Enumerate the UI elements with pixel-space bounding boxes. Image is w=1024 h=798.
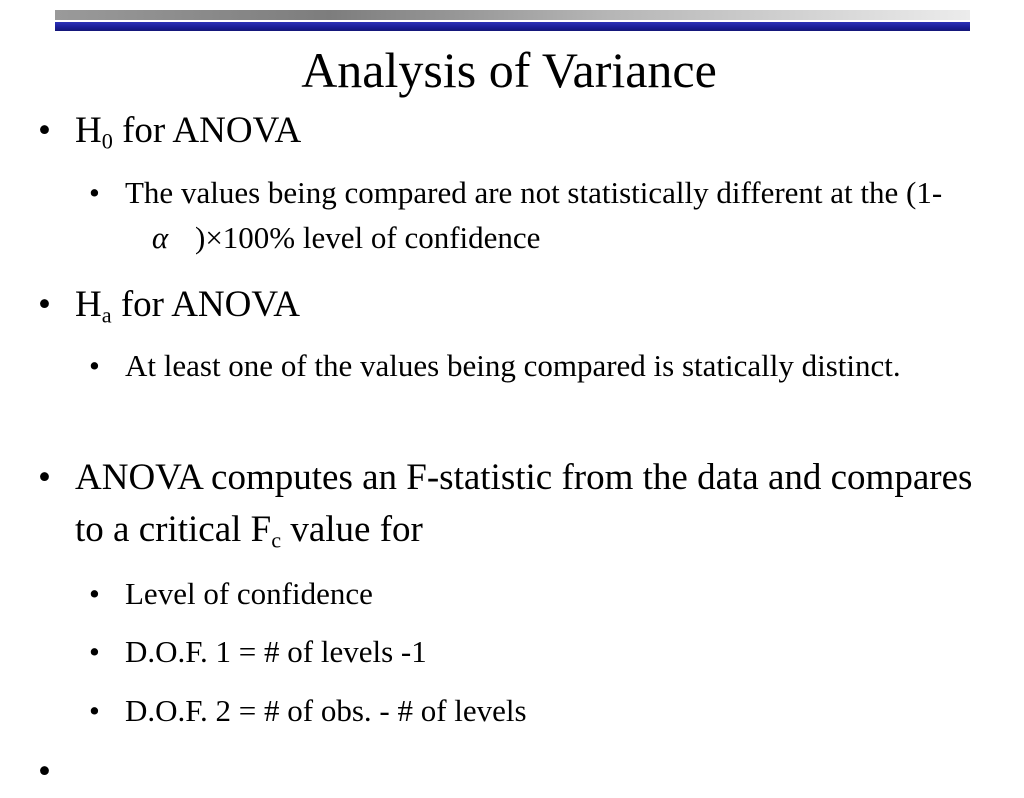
sub-bullet-level-of-confidence: Level of confidence xyxy=(125,576,373,611)
sub-bullet-ha-definition: At least one of the values being compared is statically distinct. xyxy=(125,348,901,383)
bullet-ha: $H_a$ for ANOVA xyxy=(75,284,301,328)
sub-bullet-icon: • xyxy=(89,576,100,611)
ha-subscript: a xyxy=(101,302,112,328)
sub-bullet-dof-1: D.O.F. 1 = # of levels -1 xyxy=(125,634,427,669)
bullet-icon: • xyxy=(38,457,51,498)
sub-bullet-icon: • xyxy=(89,693,100,728)
slide-title: Analysis of Variance xyxy=(301,42,717,98)
h0-subscript: 0 xyxy=(101,128,113,154)
alpha-symbol: α xyxy=(151,220,169,255)
sub-bullet-dof-2: D.O.F. 2 = # of obs. - # of levels xyxy=(125,693,527,728)
bullet-anova-computes: ANOVA computes an F-statistic from the data and compares to a critical $F_c$ value for xyxy=(75,457,973,553)
bullet-icon: • xyxy=(38,284,51,325)
sub-bullet-icon: • xyxy=(89,634,100,669)
bullet-icon: • xyxy=(38,751,51,792)
header-blue-bar xyxy=(55,22,970,31)
sub-bullet-h0-definition: The values being compared are not statistically different at the (1-α )×100% level of confidence xyxy=(125,170,1010,260)
fc-subscript: c xyxy=(271,527,282,553)
header-grey-bar xyxy=(55,10,970,20)
bullet-icon: • xyxy=(38,110,51,151)
sub-bullet-icon: • xyxy=(89,348,100,383)
header-decorative-bars xyxy=(55,10,970,32)
bullet-h0: $H_0$ for ANOVA xyxy=(75,110,302,154)
sub-bullet-icon: • xyxy=(89,175,100,210)
